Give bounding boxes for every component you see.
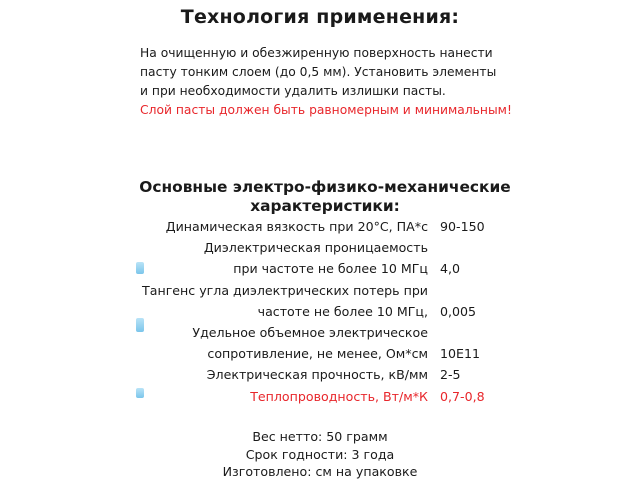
spec-row — [138, 301, 518, 322]
usage-line: На очищенную и обезжиренную поверхность нанести — [140, 46, 493, 60]
spec-row — [138, 280, 518, 301]
spec-row — [138, 258, 518, 279]
spec-row — [138, 237, 518, 258]
spec-label: при частоте не более 10 МГц — [233, 261, 428, 277]
specs-title — [130, 178, 520, 216]
spec-label: частоте не более 10 МГц, — [257, 303, 428, 319]
page-title: Технология применения: — [180, 6, 460, 28]
blue-edge-mark — [136, 388, 144, 398]
spec-row — [138, 343, 518, 364]
spec-value: 4,0 — [440, 261, 461, 277]
spec-label: Динамическая вязкость при 20°С, ПА*с — [165, 219, 428, 234]
shelf-life: Срок годности: 3 года — [245, 446, 395, 462]
spec-label: сопротивление, не менее, Ом*см — [207, 346, 428, 362]
usage-line: пасту тонким слоем (до 0,5 мм). Установить элементы — [140, 65, 497, 79]
spec-label: Тангенс угла диэлектрических потерь при — [142, 282, 428, 298]
spec-label: Удельное объемное электрическое — [192, 324, 428, 340]
blue-edge-mark — [136, 262, 144, 274]
product-footer — [0, 428, 640, 481]
specs-title-line: Основные электро-физико-механические — [139, 178, 511, 196]
spec-row — [138, 216, 518, 237]
usage-line: и при необходимости удалить излишки пасты. — [140, 84, 446, 98]
usage-warning: Слой пасты должен быть равномерным и минимальным! — [140, 103, 512, 117]
spec-label: Диэлектрическая проницаемость — [203, 240, 428, 256]
blue-edge-mark — [136, 318, 144, 332]
spec-value: 0,005 — [440, 303, 477, 319]
spec-label: Теплопроводность, Вт/м*К — [250, 388, 428, 404]
spec-row-highlight — [138, 386, 518, 407]
net-weight: Вес нетто: 50 грамм — [252, 429, 388, 444]
specs-title-line: характеристики: — [250, 197, 400, 215]
spec-row — [138, 364, 518, 385]
spec-row — [138, 322, 518, 343]
spec-label: Электрическая прочность, кВ/мм — [206, 367, 428, 383]
spec-value: 90-150 — [440, 219, 485, 234]
specs-table — [138, 216, 518, 407]
usage-instructions — [140, 44, 510, 120]
spec-value: 2-5 — [440, 367, 461, 383]
spec-value: 10E11 — [440, 346, 481, 362]
manufacture-date: Изготовлено: см на упаковке — [222, 464, 418, 479]
spec-value: 0,7-0,8 — [440, 388, 485, 404]
